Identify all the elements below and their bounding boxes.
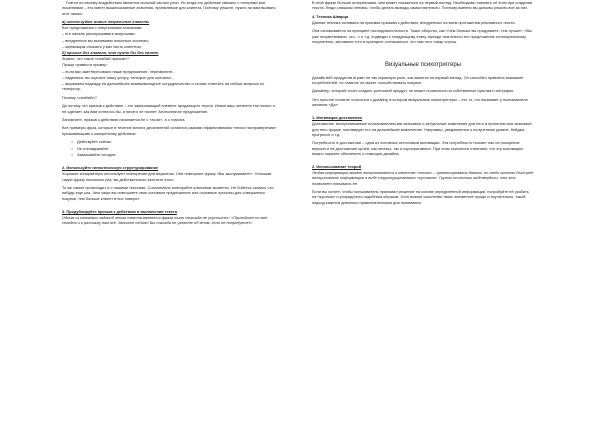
paragraph: Данная техника основана на приемах призыва к действию, внедренных на всем протяжении рекламного текста.: [312, 19, 516, 25]
paragraph: Вот примеры фраз, которые в течение многих десятилетий остаются самыми эффективными «эпохи ниспроверения», призывающими к конкретному действию:: [62, 125, 278, 136]
right-column: [312, 0, 534, 424]
paragraph: Достижение, воспринимаемое пользователем как значимые и актуальные изменения для него в приятном или значимой для него форме, мотивирует его на дальнейшее вовлечение. Например, уведомления о полученном уровне, бейдже, прогрессе и т.д.: [312, 121, 532, 137]
bullet-icon: ○: [71, 145, 74, 151]
list-item: ○ Не откладывайте.: [71, 145, 110, 151]
list-item: – внедренное вы вынимаем поносные системы;: [62, 37, 149, 43]
list-item: – если вас заинтересовало наше предложение, перезвоните...: [62, 68, 176, 74]
paragraph: Она основывается на принципе последовательности. Такие обороты, как «Чем больше вы продумаете, тем лучше», «Вы уже почувствовали, что...» и т.д. подводят к следующему этапу, прежде чем внести его предложение потенциальному покупателю, заставляя того в принципе соглашаться, что сам этот товар хорош.: [312, 28, 532, 45]
bullet-icon: ○: [71, 152, 74, 158]
section-heading: 2. Используйте гипнотическую структурирование: [62, 165, 159, 171]
list-item: – его начали расспрашивать вопросами;: [62, 31, 136, 37]
paragraph: Знаете, что такое «слабый призыв»?: [62, 56, 130, 62]
paragraph: В этой фразе больше антиреклама, чем может показаться на первый взгляд. Необходимо помнить об этом при создании текста. Люди слишком ленивы, чтобы делать выводы самостоятельно. Поэтому именно вы должны решить все за них.: [312, 0, 533, 11]
paragraph: Потребность в достижении – одна из основных источников мотивации. Эта потребность толкает нас на покорение вершин и на достижение целей, как личных, так и корпоративных. При этом психологи отмечают, что эту мотивацию можно заранее обеспечить с помощью дизайна.: [312, 140, 524, 156]
section-heading: 1. Мотивация достижения: [312, 115, 362, 121]
paragraph: Проще привести пример:: [62, 62, 108, 68]
paragraph: Вот предложения с энергичными глаголами:: [62, 25, 143, 31]
paragraph: Одним из ключевых заданий этого текста является фраза типа «никогда не упустите»: «Приходите ко мне сегодня и я расскажу вам всё. Звоните сейчас! Вы никогда не узнаете об этом, если не попробуете!»: [62, 214, 268, 226]
paragraph: Глагол по своему воздействию является сильной частью речи. Но когда его действие связано с потерями или лишениями – это имеет вышесказанные значения, приемлемое для клиента. Поэтому решите, нужно ли вам вызвать этот нюанс.: [62, 0, 276, 16]
section-heading: 3. Продублируйте призыв к действию в заключении текста: [62, 208, 177, 214]
paragraph: Хорошие копирайтеры используют повторение для внушения. Они повторяют фразу «Вы заслуживаете». Услышав такую фразу несколько раз, вы действительно захотите этого.: [62, 171, 272, 182]
paragraph: Да потому что призыв к действию – это завершающий элемент продающего текста. Иначе ваш читатель так ничего и не сделает, как вам хотелось бы, и ничего не начнет. Бесполезное предложение.: [62, 103, 275, 114]
left-column: [62, 0, 280, 424]
list-item: – выражаем надежду на дальнейшее взаимовыгодное сотрудничество и готовы ответить на любые вопросы по телефону...: [62, 80, 265, 92]
list-item: – надеемся, вы оцените нашу услугу, телефон для контакта...: [62, 74, 174, 80]
paragraph: Это простое понятие относится к дизайну, в котором визуальные психотриггеры – это то, что вызывает у пользователя желание «Да».: [312, 96, 528, 108]
paragraph: Запомните, призыв к действию начинается не с «если», а с глагола.: [62, 117, 186, 122]
paragraph: Дизайн веб-продуктов играет не так скромную роль, как кажется на первый взгляд. Он способен привлечь внимание потребителей, но главное он может способствовать покупке.: [312, 74, 524, 85]
subheading: а) используйте живые энергичные глаголы: [62, 19, 150, 25]
paragraph: Любая информация может восприниматься в качестве «точки» – ориентирования данных, но люди склонны быстрее воспринимать информацию в виде структурированных «кусочков». Группы психологи подтвердили, что это позволяет понимать ее.: [312, 170, 534, 186]
list-item: – желающим отказать у вас часть клиентов;: [62, 43, 142, 49]
list-item: ○ Заказывайте сегодня.: [71, 152, 117, 158]
section-heading: 2. Использование теорий: [312, 163, 362, 169]
paragraph: Если вы хотите, чтобы пользователь принимал решение на основе определённой информации, попробуйте её разбить на «кусочки» и упорядочить подобным образом. Хотя всякое скопление таких элементов проще и поучительно, такой подход кажется довольно привлекательным для понимания.: [312, 189, 529, 205]
bullet-list: [62, 139, 280, 157]
section-heading: 4. Техника Шварца: [312, 13, 349, 19]
paragraph: Почему «слабый»?: [62, 94, 97, 100]
list-item: ○ Действуйте сейчас.: [71, 139, 113, 145]
bullet-icon: ○: [71, 139, 74, 145]
subheading: б) призыв без глагола, что нужно бы без колено: [62, 50, 159, 56]
page-title: Визуальные психотриггеры: [385, 61, 461, 68]
paragraph: Дизайнер, который хочет создать успешный продукт, не может полагаться на собственные чувства и интуицию.: [312, 88, 515, 94]
paragraph: То же самое происходит и с нашими текстами. Сознательно повторяйте ключевые моменты. Не бойтесь сказать что-нибудь еще раз. Чем чаще вы повторяете свое основное предложение или основные причины для совершения покупки, тем больше клиент в них поверит.: [62, 185, 275, 201]
